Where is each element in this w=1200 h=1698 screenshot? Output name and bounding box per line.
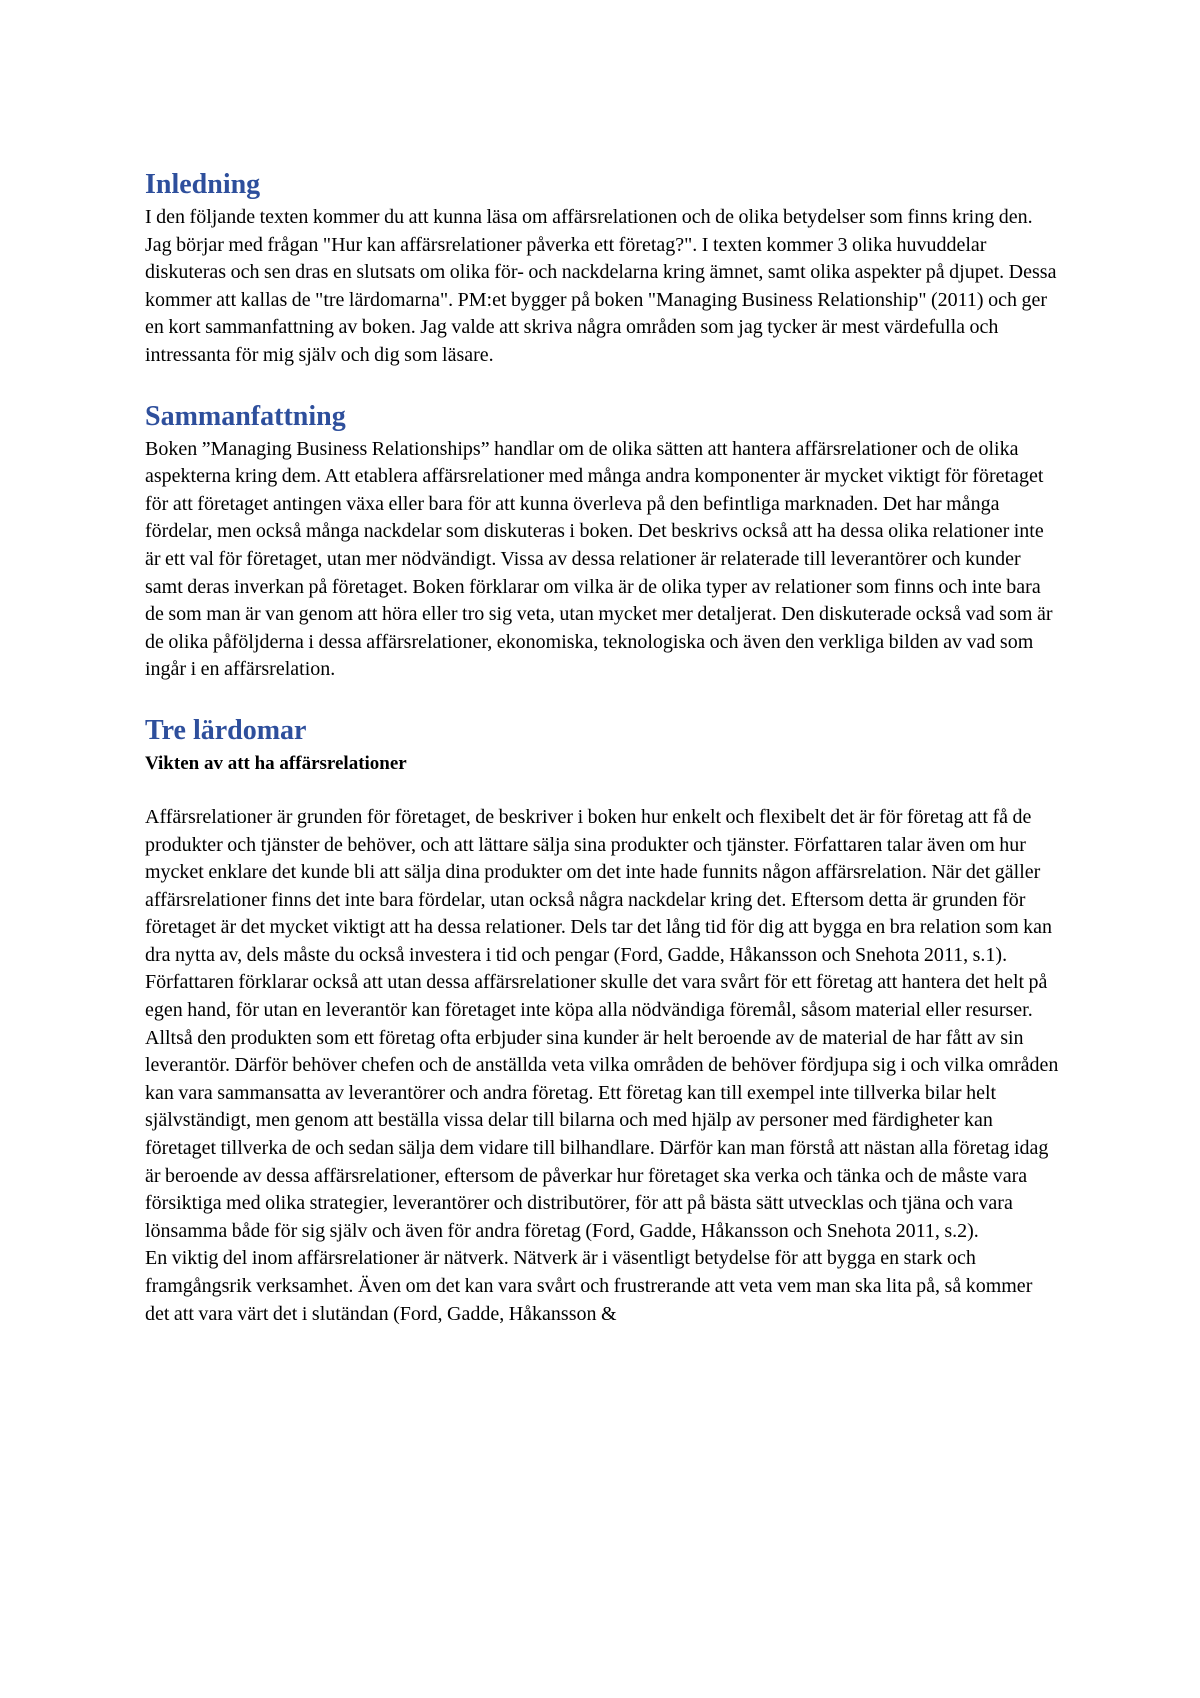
document-page <box>145 168 1060 1328</box>
section-gap <box>145 684 1060 714</box>
paragraph-lardomar-2: En viktig del inom affärsrelationer är nätverk. Nätverk är i väsentligt betydelse för att bygga en stark och framgångsrik verksamhet. Även om det kan vara svårt och frustrerande att veta vem man ska lita på, så kommer det att vara värt det i slutändan (Ford, Gadde, Håkansson & <box>145 1247 1033 1325</box>
heading-tre-lardomar: Tre lärdomar <box>145 714 307 746</box>
heading-inledning: Inledning <box>145 169 261 200</box>
section-gap <box>145 370 1060 400</box>
heading-sammanfattning: Sammanfattning <box>145 400 346 432</box>
paragraph-inledning: I den följande texten kommer du att kunna läsa om affärsrelationen och de olika betydelser som finns kring den. Jag börjar med frågan "Hur kan affärsrelationer påverka ett företag?". I texten kommer 3 olika huvuddelar diskuteras och sen dras en slutsats om olika för- och nackdelarna kring ämnet, samt olika aspekter på djupet. Dessa kommer att kallas de "tre lärdomarna". PM:et bygger på boken "Managing Business Relationship" (2011) och ger en kort sammanfattning av boken. Jag valde att skriva några områden som jag tycker är mest värdefulla och intressanta för mig själv och dig som läsare. <box>145 206 1057 366</box>
subheading-vikten: Vikten av att ha affärsrelationer <box>145 752 407 774</box>
paragraph-sammanfattning: Boken ”Managing Business Relationships” handlar om de olika sätten att hantera affärsrelationer och de olika aspekterna kring dem. Att etablera affärsrelationer med många andra komponenter är mycket viktigt för företaget för att företaget antingen växa eller bara för att kunna överleva på den befintliga marknaden. Det har många fördelar, men också många nackdelar som diskuteras i boken. Det beskrivs också att ha dessa olika relationer inte är ett val för företaget, utan mer nödvändigt. Vissa av dessa relationer är relaterade till leverantörer och kunder samt deras inverkan på företaget. Boken förklarar om vilka är de olika typer av relationer som finns och inte bara de som man är van genom att höra eller tro sig veta, utan mycket mer detaljerat. Den diskuterade också vad som är de olika påföljderna i dessa affärsrelationer, ekonomiska, teknologiska och även den verkliga bilden av vad som ingår i en affärsrelation. <box>145 437 1053 681</box>
paragraph-lardomar-1: Affärsrelationer är grunden för företaget, de beskriver i boken hur enkelt och flexibelt det är för företag att få de produkter och tjänster de behöver, och att lättare sälja sina produkter och tjänster. Författaren talar även om hur mycket enklare det kunde bli att sälja dina produkter om det inte hade funnits någon affärsrelation. När det gäller affärsrelationer finns det inte bara fördelar, utan också några nackdelar kring det. Eftersom detta är grunden för företaget är det mycket viktigt att ha dessa relationer. Dels tar det lång tid för dig att bygga en bra relation som kan dra nytta av, dels måste du också investera i tid och pengar (Ford, Gadde, Håkansson och Snehota 2011, s.1). Författaren förklarar också att utan dessa affärsrelationer skulle det vara svårt för ett företag att hantera det helt på egen hand, för utan en leverantör kan företaget inte köpa alla nödvändiga föremål, såsom material eller resurser. Alltså den produkten som ett företag ofta erbjuder sina kunder är helt beroende av de material de har fått av sin leverantör. Därför behöver chefen och de anställda veta vilka områden de behöver fördjupa sig i och vilka områden kan vara sammansatta av leverantörer och andra företag. Ett företag kan till exempel inte tillverka bilar helt självständigt, men genom att beställa vissa delar till bilarna och med hjälp av personer med färdigheter kan företaget tillverka de och sedan sälja dem vidare till bilhandlare. Därför kan man förstå att nästan alla företag idag är beroende av dessa affärsrelationer, eftersom de påverkar hur företaget ska verka och tänka och de måste vara försiktiga med olika strategier, leverantörer och distributörer, för att på bästa sätt utvecklas och tjäna och vara lönsamma både för sig själv och även för andra företag (Ford, Gadde, Håkansson och Snehota 2011, s.2). <box>145 805 1059 1242</box>
